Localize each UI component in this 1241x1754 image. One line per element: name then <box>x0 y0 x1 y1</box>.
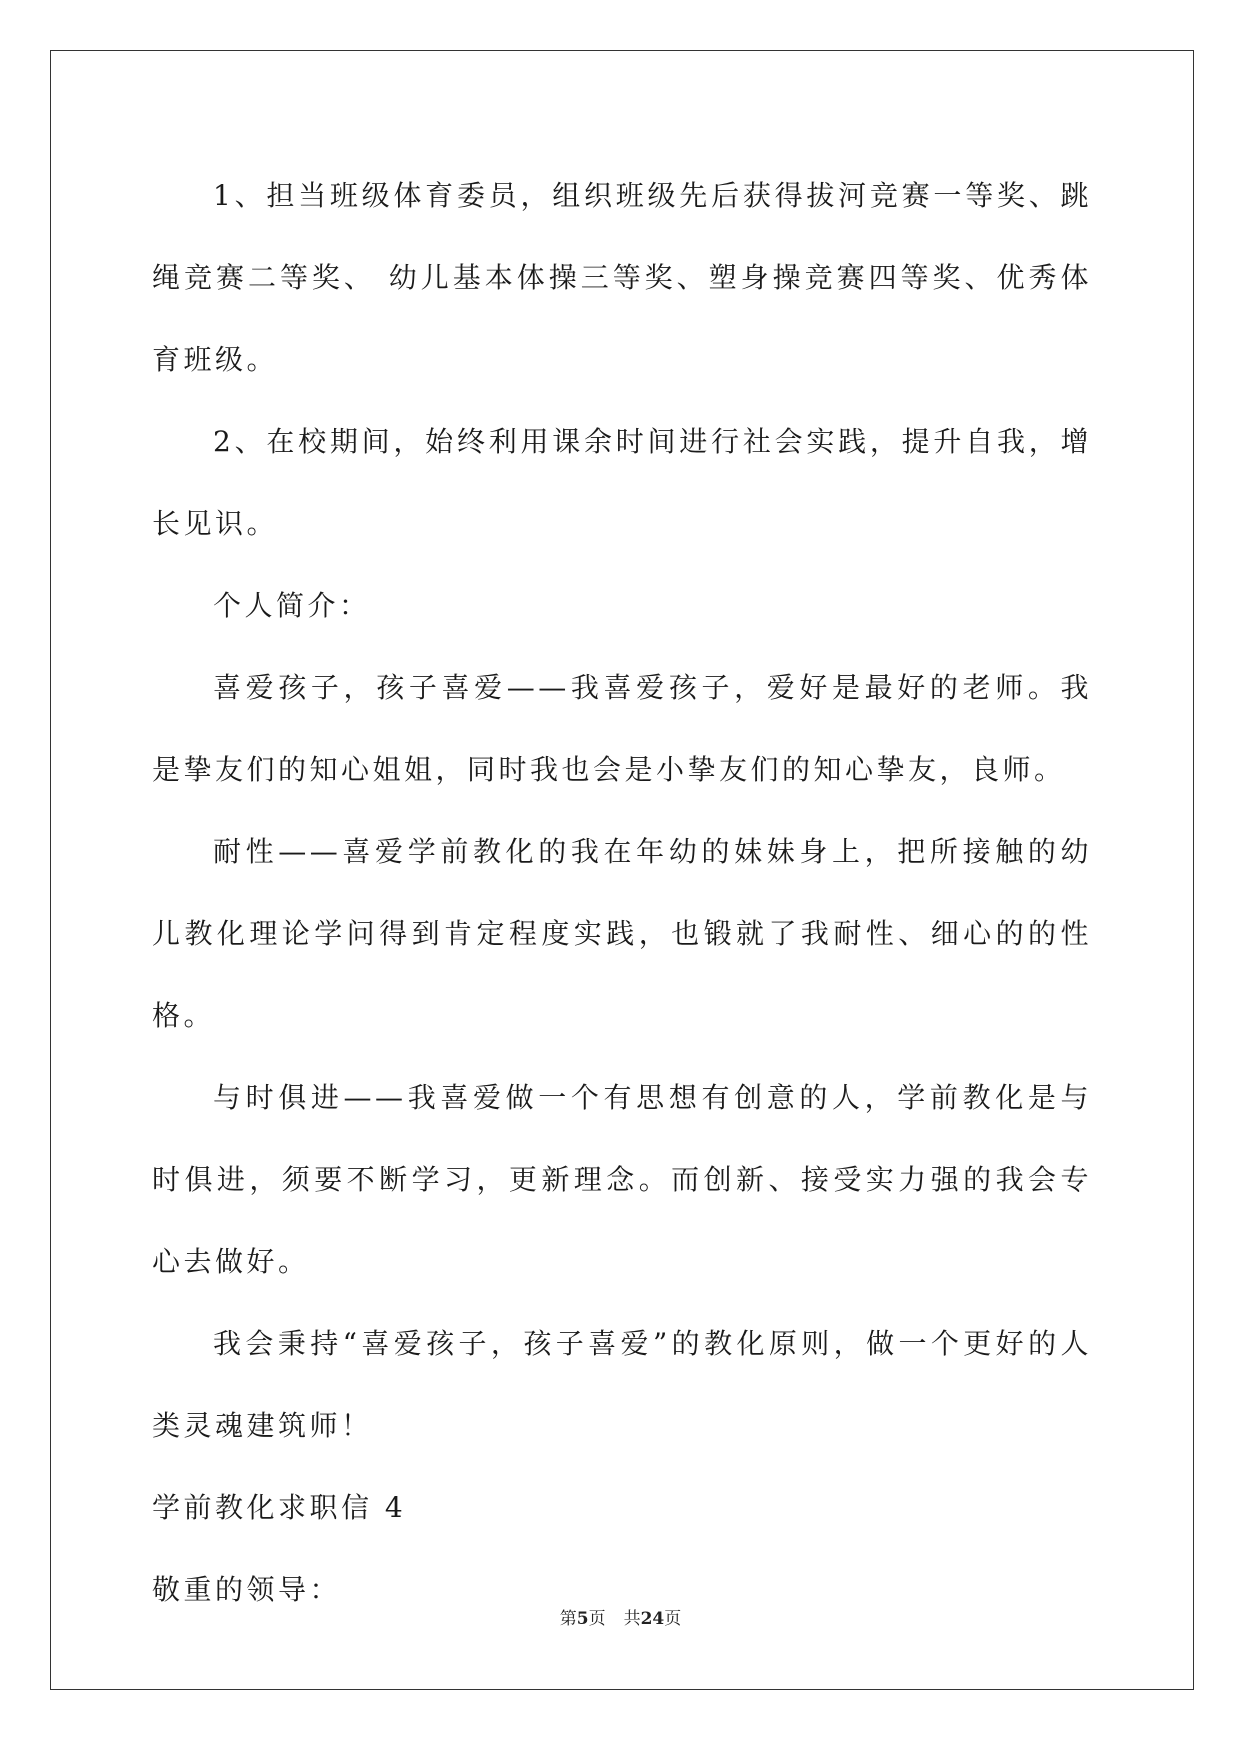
paragraph-achievement-1: 1、担当班级体育委员，组织班级先后获得拔河竞赛一等奖、跳绳竞赛二等奖、 幼儿基本体操三等奖、塑身操竞赛四等奖、优秀体育班级。 <box>152 179 1092 376</box>
footer-prefix: 第 <box>559 1609 577 1629</box>
footer-total-suffix: 页 <box>664 1609 682 1629</box>
page-number: 5 <box>576 1609 589 1629</box>
document-title: 学前教化求职信 4 <box>152 1491 407 1524</box>
document-body <box>152 155 1092 1631</box>
footer-page-suffix: 页 <box>588 1609 606 1629</box>
paragraph-principle: 我会秉持“喜爱孩子，孩子喜爱”的教化原则，做一个更好的人类灵魂建筑师！ <box>152 1327 1092 1442</box>
paragraph-love-children: 喜爱孩子，孩子喜爱——我喜爱孩子，爱好是最好的老师。我是挚友们的知心姐姐，同时我也会是小挚友们的知心挚友，良师。 <box>152 671 1092 786</box>
page-footer <box>0 1604 1241 1629</box>
total-pages: 24 <box>640 1609 665 1629</box>
paragraph-patience: 耐性——喜爱学前教化的我在年幼的妹妹身上，把所接触的幼儿教化理论学问得到肯定程度实践，也锻就了我耐性、细心的的性格。 <box>152 835 1092 1032</box>
paragraph-keep-pace: 与时俱进——我喜爱做一个有思想有创意的人，学前教化是与时俱进，须要不断学习，更新理念。而创新、接受实力强的我会专心去做好。 <box>152 1081 1092 1278</box>
section-heading-profile: 个人简介： <box>213 589 371 622</box>
paragraph-achievement-2: 2、在校期间，始终利用课余时间进行社会实践，提升自我，增长见识。 <box>152 425 1092 540</box>
salutation: 敬重的领导： <box>152 1573 342 1606</box>
footer-total-prefix: 共 <box>623 1609 641 1629</box>
